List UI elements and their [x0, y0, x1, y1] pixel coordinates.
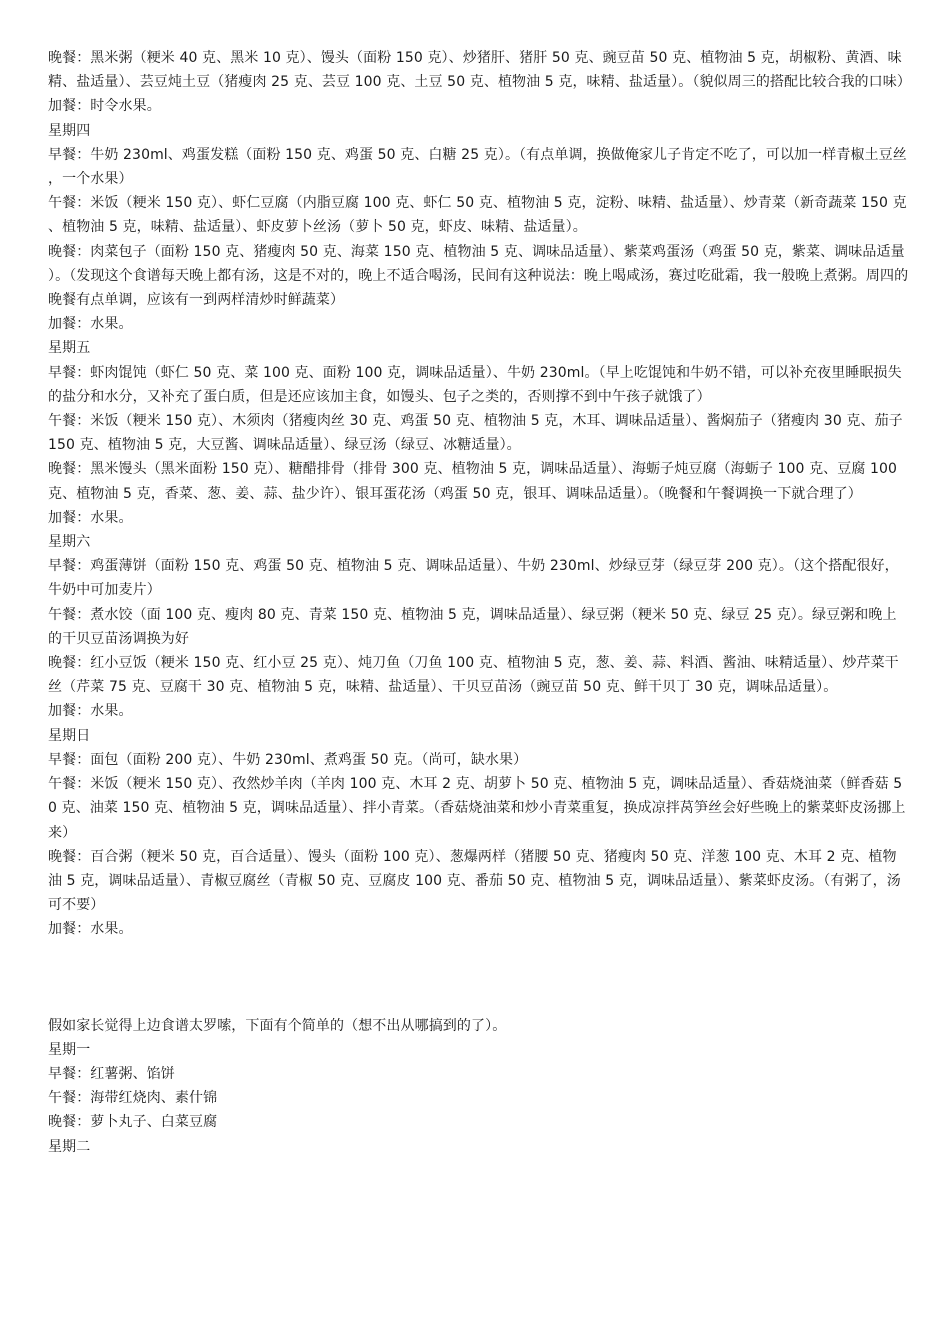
simple-menu-intro: 假如家长觉得上边食谱太罗嗦，下面有个简单的（想不出从哪搞到的了）。 [48, 1017, 507, 1034]
day-heading-sunday: 星期日 [48, 727, 91, 744]
breakfast-entry: 早餐：虾肉馄饨（虾仁 50 克、菜 100 克、面粉 100 克，调味品适量）、牛奶 230ml。（早上吃馄饨和牛奶不错，可以补充夜里睡眠损失的盐分和水分，又补充了蛋白质，但是还应该加主食，如馒头、包子之类的，否则撑不到中午孩子就饿了） [48, 364, 902, 405]
snack-entry: 加餐：水果。 [48, 921, 133, 938]
lunch-entry: 午餐：海带红烧肉、素什锦 [48, 1090, 218, 1107]
lunch-entry: 午餐：米饭（粳米 150 克）、木须肉（猪瘦肉丝 30 克、鸡蛋 50 克、植物油 5 克，木耳、调味品适量）、酱焖茄子（猪瘦肉 30 克、茄子 150 克、植物油 5 克，大豆酱、调味品适量）、绿豆汤（绿豆、冰糖适量）。 [48, 413, 903, 454]
breakfast-entry: 早餐：牛奶 230ml、鸡蛋发糕（面粉 150 克、鸡蛋 50 克、白糖 25 克）。（有点单调，换做俺家儿子肯定不吃了，可以加一样青椒土豆丝，一个水果） [48, 146, 907, 188]
day-heading-saturday: 星期六 [48, 534, 91, 551]
snack-entry: 加餐：水果。 [48, 509, 133, 526]
dinner-entry: 晚餐：肉菜包子（面粉 150 克、猪瘦肉 50 克、海菜 150 克、植物油 5 克、调味品适量）、紫菜鸡蛋汤（鸡蛋 50 克，紫菜、调味品适量）。（发现这个食谱每天晚上都有汤，这是不对的，晚上不适合喝汤，民间有这种说法：晚上喝咸汤，赛过吃砒霜，我一般晚上煮粥。周四的晚餐有点单调，应该有一到两样清炒时鲜蔬菜） [48, 243, 909, 309]
snack-entry: 加餐：水果。 [48, 316, 133, 333]
dinner-entry: 晚餐：黑米粥（粳米 40 克、黑米 10 克）、馒头（面粉 150 克）、炒猪肝、猪肝 50 克、豌豆苗 50 克、植物油 5 克，胡椒粉、黄酒、味精、盐适量）、芸豆炖土豆（猪瘦肉 25 克、芸豆 100 克、土豆 50 克、植物油 5 克，味精、盐适量）。（貌似周三的搭配比较合我的口味） [48, 50, 911, 91]
day-heading-tuesday: 星期二 [48, 1138, 91, 1155]
breakfast-entry: 早餐：红薯粥、馅饼 [48, 1065, 175, 1082]
dinner-entry: 晚餐：萝卜丸子、白菜豆腐 [48, 1114, 218, 1131]
document-page [48, 46, 910, 1159]
dinner-entry: 晚餐：百合粥（粳米 50 克，百合适量）、馒头（面粉 100 克）、葱爆两样（猪腰 50 克、猪瘦肉 50 克、洋葱 100 克、木耳 2 克、植物油 5 克，调味品适量）、青椒豆腐丝（青椒 50 克、豆腐皮 100 克、番茄 50 克、植物油 5 克，调味品适量）、紫菜虾皮汤。（有粥了，汤可不要） [48, 848, 901, 914]
simple-menu-section [48, 1014, 910, 1159]
snack-entry: 加餐：水果。 [48, 703, 133, 720]
day-heading-friday: 星期五 [48, 340, 91, 357]
lunch-entry: 午餐：米饭（粳米 150 克）、孜然炒羊肉（羊肉 100 克、木耳 2 克、胡萝卜 50 克、植物油 5 克，调味品适量）、香菇烧油菜（鲜香菇 50 克、油菜 150 克、植物油 5 克，调味品适量）、拌小青菜。（香菇烧油菜和炒小青菜重复，换成凉拌莴笋丝会好些晚上的紫菜虾皮汤挪上来） [48, 776, 906, 841]
dinner-entry: 晚餐：红小豆饭（粳米 150 克、红小豆 25 克）、炖刀鱼（刀鱼 100 克、植物油 5 克，葱、姜、蒜、料酒、酱油、味精适量）、炒芹菜干丝（芹菜 75 克、豆腐干 30 克、植物油 5 克，味精、盐适量）、干贝豆苗汤（豌豆苗 50 克、鲜干贝丁 30 克，调味品适量）。 [48, 655, 899, 696]
detailed-menu-section [48, 46, 910, 942]
breakfast-entry: 早餐：面包（面粉 200 克）、牛奶 230ml、煮鸡蛋 50 克。（尚可，缺水果） [48, 751, 528, 768]
day-heading-monday: 星期一 [48, 1041, 91, 1058]
lunch-entry: 午餐：煮水饺（面 100 克、瘦肉 80 克、青菜 150 克、植物油 5 克，调味品适量）、绿豆粥（粳米 50 克、绿豆 25 克）。绿豆粥和晚上的干贝豆苗汤调换为好 [48, 606, 897, 647]
lunch-entry: 午餐：米饭（粳米 150 克）、虾仁豆腐（内脂豆腐 100 克、虾仁 50 克、植物油 5 克，淀粉、味精、盐适量）、炒青菜（新奇蔬菜 150 克、植物油 5 克，味精、盐适量）、虾皮萝卜丝汤（萝卜 50 克，虾皮、味精、盐适量）。 [48, 195, 907, 236]
section-spacer [48, 942, 910, 1014]
dinner-entry: 晚餐：黑米馒头（黑米面粉 150 克）、糖醋排骨（排骨 300 克、植物油 5 克，调味品适量）、海蛎子炖豆腐（海蛎子 100 克、豆腐 100 克、植物油 5 克，香菜、葱、姜、蒜、盐少许）、银耳蛋花汤（鸡蛋 50 克，银耳、调味品适量）。（晚餐和午餐调换一下就合理了） [48, 461, 898, 502]
snack-entry: 加餐：时令水果。 [48, 98, 161, 115]
breakfast-entry: 早餐：鸡蛋薄饼（面粉 150 克、鸡蛋 50 克、植物油 5 克、调味品适量）、牛奶 230ml、炒绿豆芽（绿豆芽 200 克）。（这个搭配很好，牛奶中可加麦片） [48, 558, 899, 599]
day-heading-thursday: 星期四 [48, 122, 91, 139]
